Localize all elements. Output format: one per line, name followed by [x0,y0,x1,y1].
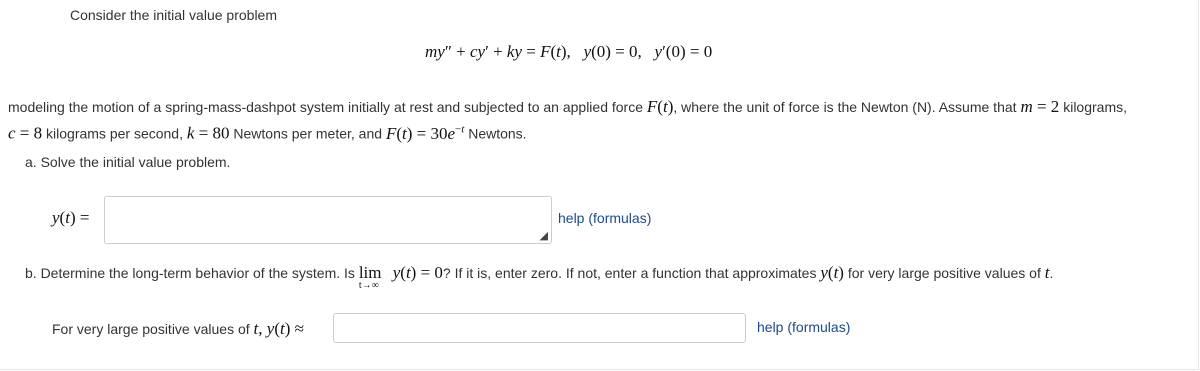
large-t-label [52,319,304,339]
y-of-t-answer-textarea[interactable] [104,196,552,244]
math-spring: k = 80 [186,123,230,143]
math-force: F(t) [646,97,674,116]
math-y-of-t: y(t) [820,263,844,282]
part-b-text-1: b. Determine the long-term behavior of the system. Is [25,265,355,281]
math-force-def: $F(t) = 30e^{-t}$ [385,123,465,143]
math-mass: m = 2 [1020,97,1060,116]
math-t: t [1044,263,1050,282]
limit-operator [358,263,389,291]
long-term-answer-input[interactable] [333,313,746,343]
intro-text: Consider the initial value problem [70,7,277,23]
lim-subscript: t→∞ [358,280,379,291]
math-t-large: t, y(t) ≈ [253,319,304,338]
paragraph-text-2: , where the unit of force is the Newton (N). Assume that [673,99,1017,115]
math-y-of-t-limit: y(t) = 0 [392,263,443,282]
redacted-region [3,4,63,23]
lim-text: lim [358,263,382,282]
help-formulas-link-b[interactable]: help (formulas) [757,319,851,335]
resize-handle-icon[interactable]: ◢ [539,230,548,242]
part-b-text-2: ? If it is, enter zero. If not, enter a function that approximates [442,265,817,281]
problem-paragraph [8,96,1198,145]
math-damping: c = 8 [8,123,43,143]
part-a-prompt: a. Solve the initial value problem. [25,154,231,170]
part-b-text-3: for very large positive values of [847,265,1041,281]
part-b-prompt: b. Determine the long-term behavior of the system. Is lim t→∞ y(t) = 0? If it is, enter zero. If not, enter a function that approximates y(t) for very large positive values of t. [25,263,1054,291]
paragraph-text-1: modeling the motion of a spring-mass-dashpot system initially at rest and subjected to an applied force [8,99,644,115]
y-of-t-label: y(t) = [52,208,90,227]
ivp-equation: my″ + cy′ + ky = F(t), y(0) = 0, y′(0) = 0 [425,42,713,61]
large-t-text: For very large positive values of [52,321,250,337]
help-formulas-link-a[interactable]: help (formulas) [558,210,652,226]
paragraph-text-3: kilograms, [1063,99,1127,115]
paragraph-text-4: kilograms per second, [46,125,183,142]
paragraph-text-5: Newtons per meter, and [233,125,383,142]
paragraph-text-6: Newtons. [468,125,527,142]
